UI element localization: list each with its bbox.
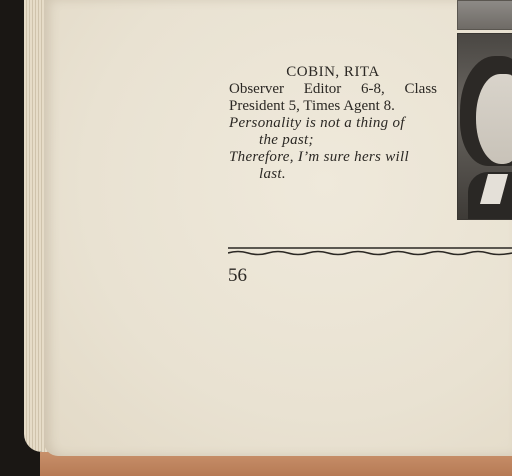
- student-portrait-photo: [457, 33, 512, 220]
- portrait-photo-above: [457, 0, 512, 30]
- rule-wavy-line: [228, 252, 512, 255]
- quote-line: last.: [259, 166, 286, 182]
- quote-line: the past;: [259, 132, 314, 148]
- quote-line: Therefore, I’m sure hers will: [229, 149, 409, 165]
- quote-line: Personality is not a thing of: [229, 115, 405, 131]
- student-entry: [229, 64, 437, 183]
- page-number: 56: [228, 265, 247, 286]
- decorative-rule: [228, 246, 512, 256]
- student-name: COBIN, RITA: [286, 64, 380, 80]
- student-activities: Observer Editor 6-8, Class President 5, Times Agent 8.: [229, 81, 437, 114]
- student-quote: [229, 115, 437, 183]
